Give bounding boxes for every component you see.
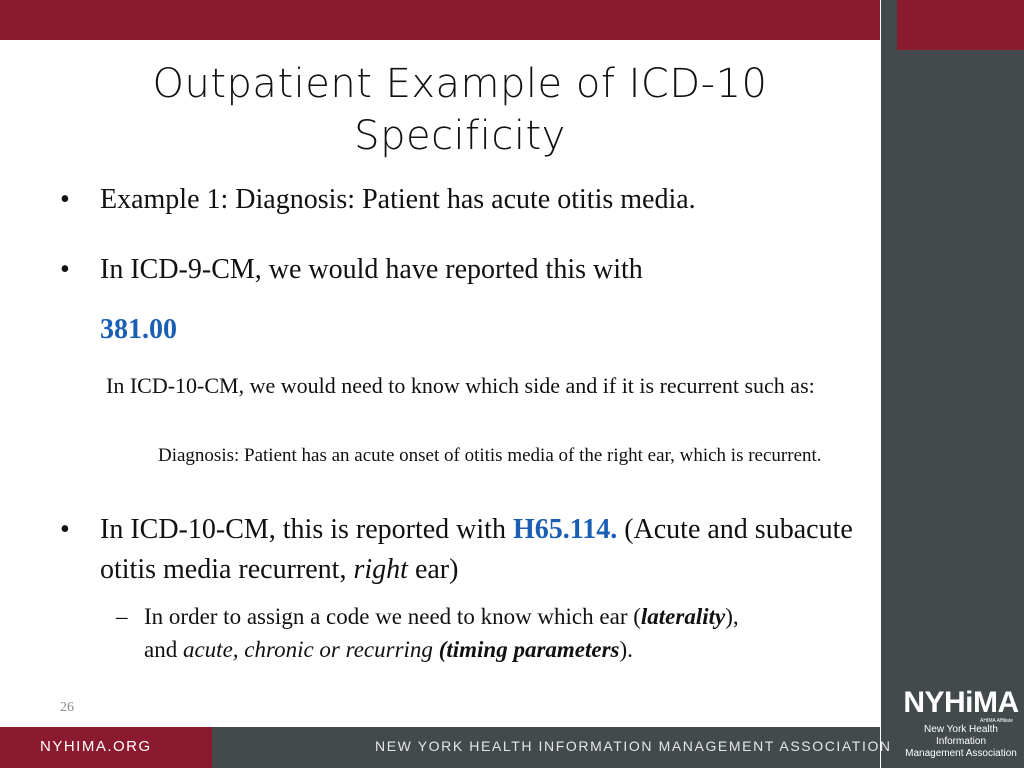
timing-parameters: (timing parameters	[438, 637, 620, 662]
bullet-marker: •	[60, 254, 70, 285]
laterality: laterality	[640, 604, 726, 629]
logo-name-2: Management Association	[905, 748, 1017, 759]
top-banner-right	[897, 0, 1024, 50]
bullet-3-end: ear)	[407, 554, 459, 585]
sub-paragraph-1: In ICD-10-CM, we would need to know which side and if it is recurrent such as:	[106, 373, 815, 398]
bullet-marker: •	[60, 184, 70, 215]
divider	[880, 0, 881, 768]
top-banner	[0, 0, 880, 40]
dash-mid: ), and	[144, 604, 739, 662]
footer-association: NEW YORK HEALTH INFORMATION MANAGEMENT ASSOCIATION	[375, 738, 892, 754]
dash-text	[144, 600, 764, 666]
dash-end: ).	[619, 637, 633, 662]
bullet-3-italic: right	[353, 554, 408, 585]
side-panel	[897, 50, 1024, 768]
bullet-1: Example 1: Diagnosis: Patient has acute otitis media.	[100, 184, 696, 215]
slide-title: Outpatient Example of ICD-10 Specificity	[152, 61, 768, 159]
bullet-2: In ICD-9-CM, we would have reported this with	[100, 254, 643, 285]
bullet-3-desc: (Acute and subacute otitis media recurrent,	[100, 514, 853, 585]
dash-marker: –	[116, 604, 128, 629]
side-strip	[880, 0, 897, 768]
icd9-code: 381.00	[100, 314, 177, 345]
logo-affiliate: AHIMA Affiliate	[980, 718, 1013, 724]
dash-pre: In order to assign a code we need to know which ear (	[144, 604, 641, 629]
page-number: 26	[60, 700, 74, 715]
dash-italic: acute, chronic or recurring	[182, 637, 439, 662]
bullet-3-text: In ICD-10-CM, this is reported with	[100, 514, 513, 545]
logo-name-1: New York Health Information	[924, 724, 998, 747]
bullet-marker: •	[60, 514, 70, 545]
sub-paragraph-2: Diagnosis: Patient has an acute onset of otitis media of the right ear, which is recurrent.	[158, 445, 822, 466]
nyhima-logo	[899, 688, 1023, 758]
logo-word: NYHiMA	[903, 686, 1019, 719]
footer-site-link[interactable]: NYHIMA.ORG	[40, 738, 152, 755]
bullet-3	[100, 510, 860, 590]
icd10-code: H65.114.	[512, 514, 618, 545]
